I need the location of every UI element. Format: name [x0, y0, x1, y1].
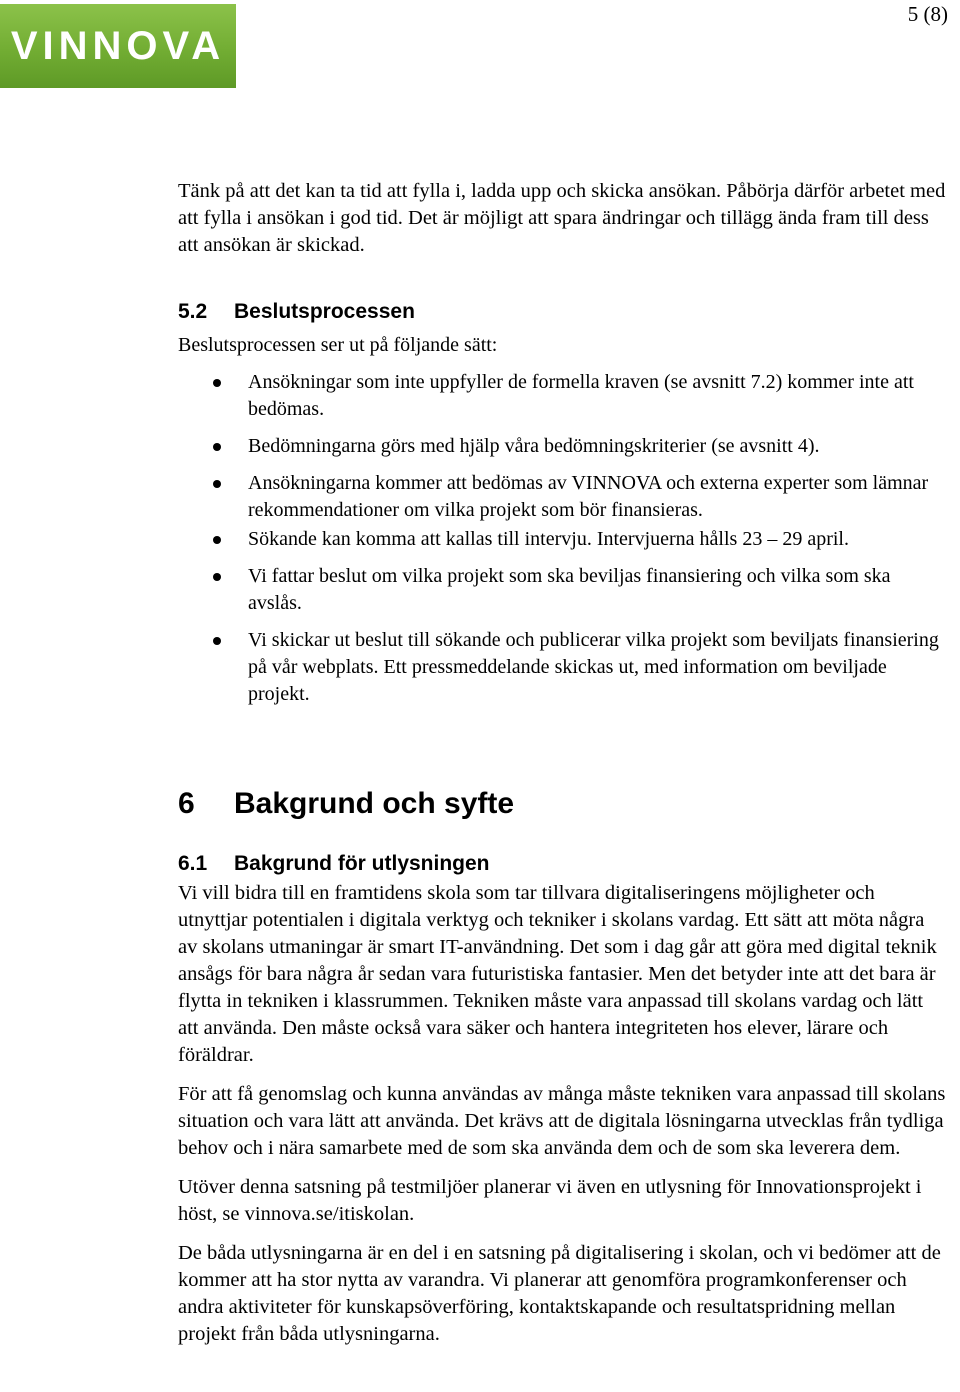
intro-paragraph: Tänk på att det kan ta tid att fylla i, ladda upp och skicka ansökan. Påbörja därför arbetet med att fylla i ansökan i god tid. Det är möjligt att spara ändringar och tillägg ända fram till dess att ansökan är skickad. [178, 180, 946, 256]
bullet-icon [213, 637, 221, 645]
list-item: Vi fattar beslut om vilka projekt som ska beviljas finansiering och vilka som ska avslås. [178, 563, 948, 617]
section-title: Beslutsprocessen [234, 300, 415, 323]
document-body [178, 178, 948, 1348]
paragraph: Vi vill bidra till en framtidens skola som tar tillvara digitaliseringens möjligheter och utnyttjar potentialen i digitala verktyg och tekniker i skolans vardag. Ett sätt att möta några av skolans utmaningar är smart IT-användning. Det som i dag går att göra med digital teknik ansågs för bara några år sedan vara futuristiska fantasier. Men det betyder inte att det bara är flytta in tekniken i klassrummen. Tekniken måste vara anpassad till skolans vardag och lätt att använda. Den måste också vara säker och hantera integriteten hos elever, lärare och föräldrar. [178, 882, 937, 1066]
paragraph: De båda utlysningarna är en del i en satsning på digitalisering i skolan, och vi bedömer att de kommer att ha stor nytta av varandra. Vi planerar att genomföra programkonferenser och andra aktiviteter för kunskapsöverföring, kontaktskapande och resultatspridning mellan projekt från båda utlysningarna. [178, 1242, 941, 1345]
section-6-heading [178, 785, 948, 823]
list-item: Sökande kan komma att kallas till intervju. Intervjuerna hålls 23 – 29 april. [178, 526, 948, 553]
bullet-icon [213, 573, 221, 581]
section-number: 6 [178, 787, 195, 820]
paragraph: För att få genomslag och kunna användas av många måste tekniken vara anpassad till skolans situation och vara lätt att använda. Det krävs att de digitala lösningarna utvecklas från tydliga behov och i nära samarbete med de som ska använda dem och de som ska leverera dem. [178, 1083, 946, 1159]
list-item: Ansökningarna kommer att bedömas av VINNOVA och externa experter som lämnar rekommendationer om vilka projekt som bör finansieras. [178, 470, 948, 524]
section-title: Bakgrund för utlysningen [234, 852, 490, 875]
paragraph: Utöver denna satsning på testmiljöer planerar vi även en utlysning för Innovationsprojekt i höst, se vinnova.se/itiskolan. [178, 1176, 922, 1225]
section-title: Bakgrund och syfte [234, 787, 515, 820]
bullet-icon [213, 480, 221, 488]
page-number: 5 (8) [907, 2, 948, 26]
vinnova-logo [0, 4, 236, 88]
bullet-icon [213, 443, 221, 451]
section-number: 6.1 [178, 852, 208, 875]
section-5-2-heading [178, 297, 948, 326]
logo-text: VINNOVA [10, 23, 226, 68]
section-number: 5.2 [178, 300, 208, 323]
section-6-1-heading [178, 849, 948, 878]
bullet-icon [213, 536, 221, 544]
list-item: Bedömningarna görs med hjälp våra bedömningskriterier (se avsnitt 4). [178, 433, 948, 460]
bullet-icon [213, 379, 221, 387]
section-5-2-intro: Beslutsprocessen ser ut på följande sätt: [178, 334, 498, 356]
list-item: Vi skickar ut beslut till sökande och publicerar vilka projekt som beviljats finansiering på vår webplats. Ett pressmeddelande skickas ut, med information om beviljade projekt. [178, 627, 948, 708]
decision-process-list [178, 369, 948, 708]
list-item: Ansökningar som inte uppfyller de formella kraven (se avsnitt 7.2) kommer inte att bedömas. [178, 369, 948, 423]
